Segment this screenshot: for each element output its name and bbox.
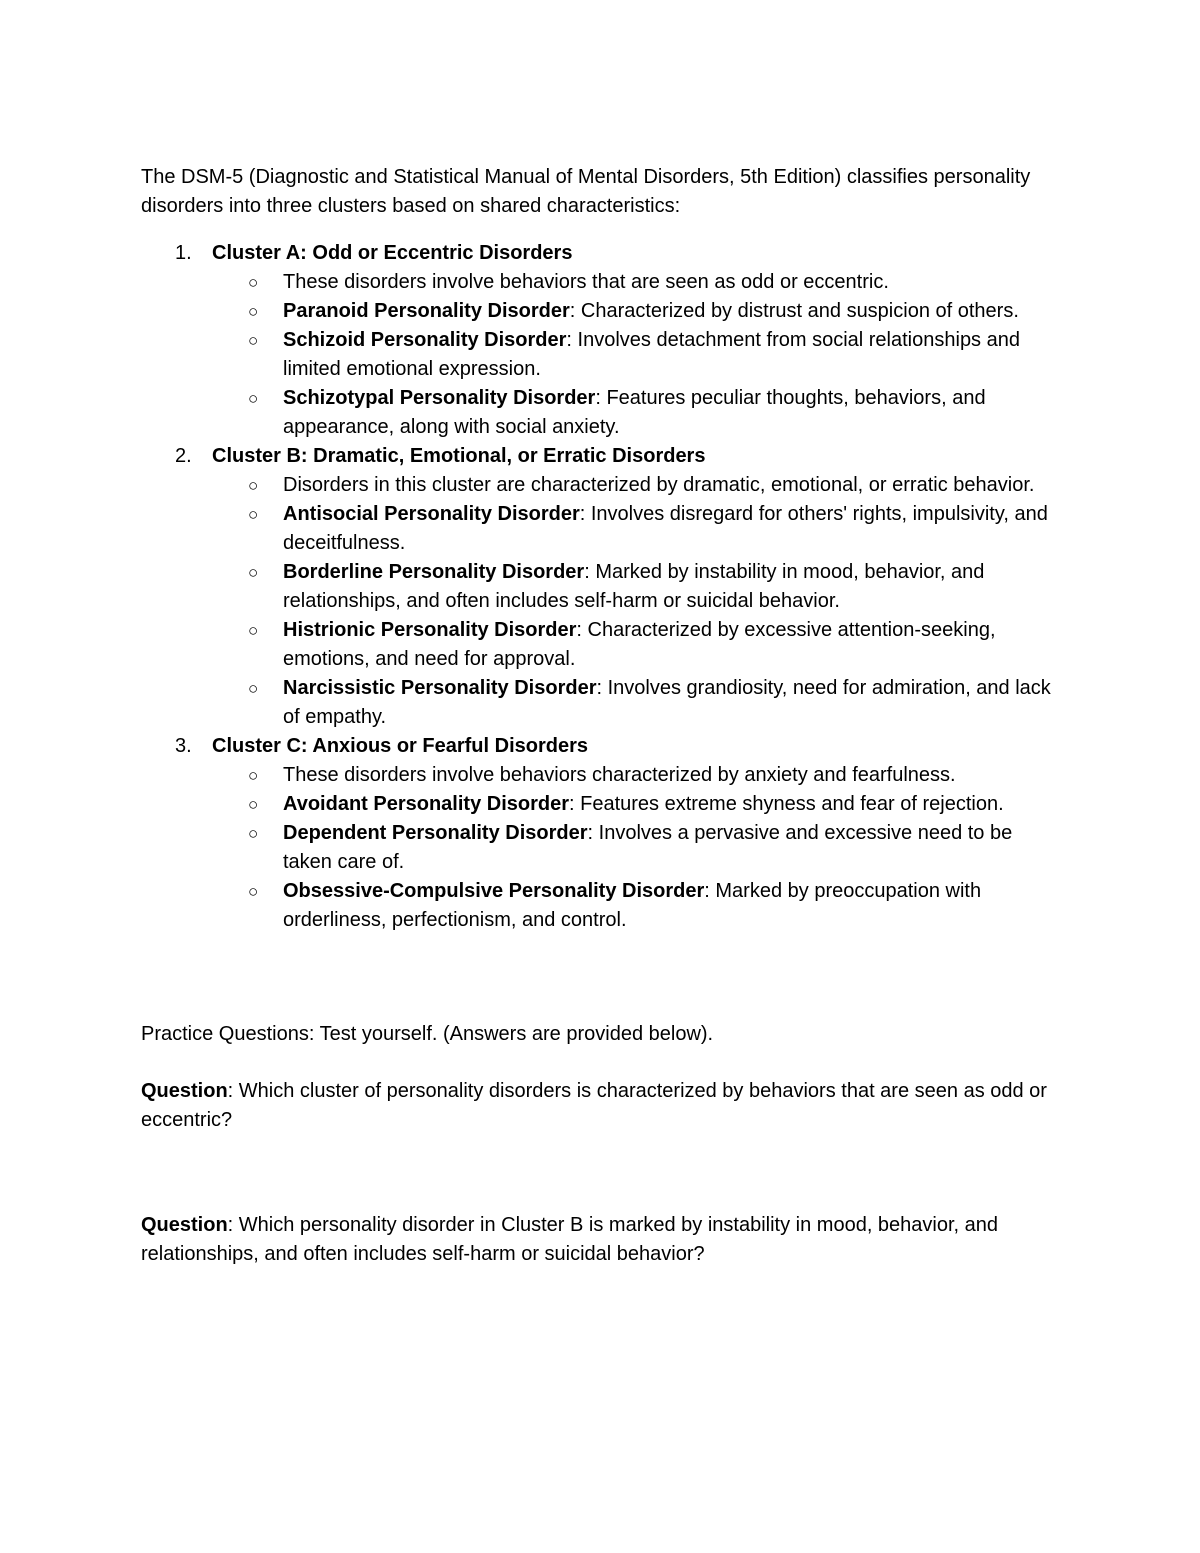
question-1 (141, 1077, 1061, 1135)
circle-bullet-icon: ○ (248, 331, 259, 350)
question-text: : Which personality disorder in Cluster B is marked by instability in mood, behavior, and relationships, and often includes self-harm or suicidal behavior? (141, 1214, 999, 1265)
item-text: : Involves detachment from social relationships and limited emotional expression. (283, 329, 1020, 380)
disorder-list (212, 471, 1061, 732)
list-number: 1. (175, 242, 192, 264)
circle-bullet-icon: ○ (248, 563, 259, 582)
item-text: : Involves a pervasive and excessive need to be taken care of. (283, 822, 1013, 873)
disorder-term: Avoidant Personality Disorder (283, 793, 569, 815)
list-item (141, 297, 1061, 326)
item-text: : Involves grandiosity, need for admiration, and lack of empathy. (283, 677, 1051, 728)
question-text: : Which cluster of personality disorders is characterized by behaviors that are seen as odd or eccentric? (141, 1080, 1047, 1131)
practice-heading: Practice Questions: Test yourself. (Answers are provided below). (141, 1023, 714, 1045)
circle-bullet-icon: ○ (248, 679, 259, 698)
item-text: : Features extreme shyness and fear of rejection. (569, 793, 1004, 815)
list-item (141, 500, 1061, 558)
disorder-term: Schizotypal Personality Disorder (283, 387, 596, 409)
item-text: : Characterized by excessive attention-seeking, emotions, and need for approval. (283, 619, 996, 670)
circle-bullet-icon: ○ (248, 302, 259, 321)
intro-paragraph: The DSM-5 (Diagnostic and Statistical Manual of Mental Disorders, 5th Edition) classifies personality disorders into three clusters based on shared characteristics: (141, 166, 1031, 217)
item-text: : Marked by instability in mood, behavior, and relationships, and often includes self-harm or suicidal behavior. (283, 561, 985, 612)
cluster-item (141, 732, 1061, 935)
disorder-term: Dependent Personality Disorder (283, 822, 588, 844)
circle-bullet-icon: ○ (248, 766, 259, 785)
circle-bullet-icon: ○ (248, 621, 259, 640)
list-item (141, 761, 1061, 790)
cluster-title: Cluster C: Anxious or Fearful Disorders (212, 735, 588, 757)
item-text: : Involves disregard for others' rights, impulsivity, and deceitfulness. (283, 503, 1048, 554)
circle-bullet-icon: ○ (248, 476, 259, 495)
item-text: These disorders involve behaviors that are seen as odd or eccentric. (283, 271, 889, 293)
list-item (141, 790, 1061, 819)
item-text: : Features peculiar thoughts, behaviors, and appearance, along with social anxiety. (283, 387, 986, 438)
circle-bullet-icon: ○ (248, 505, 259, 524)
disorder-term: Paranoid Personality Disorder (283, 300, 570, 322)
list-item (141, 268, 1061, 297)
list-item (141, 674, 1061, 732)
cluster-title: Cluster B: Dramatic, Emotional, or Erratic Disorders (212, 445, 706, 467)
list-item (141, 877, 1061, 935)
question-2 (141, 1211, 1061, 1269)
cluster-item (141, 239, 1061, 442)
cluster-item (141, 442, 1061, 732)
document-body (141, 163, 1061, 1269)
disorder-term: Obsessive-Compulsive Personality Disorder (283, 880, 705, 902)
disorder-term: Schizoid Personality Disorder (283, 329, 567, 351)
disorder-term: Narcissistic Personality Disorder (283, 677, 597, 699)
list-number: 3. (175, 735, 192, 757)
circle-bullet-icon: ○ (248, 882, 259, 901)
circle-bullet-icon: ○ (248, 273, 259, 292)
list-item (141, 471, 1061, 500)
question-label: Question (141, 1214, 228, 1236)
circle-bullet-icon: ○ (248, 795, 259, 814)
list-item (141, 616, 1061, 674)
cluster-list (141, 239, 1061, 935)
item-text: These disorders involve behaviors characterized by anxiety and fearfulness. (283, 764, 956, 786)
list-item (141, 819, 1061, 877)
disorder-term: Histrionic Personality Disorder (283, 619, 577, 641)
list-item (141, 558, 1061, 616)
list-item (141, 384, 1061, 442)
item-text: Disorders in this cluster are characterized by dramatic, emotional, or erratic behavior. (283, 474, 1035, 496)
disorder-list (212, 268, 1061, 442)
list-number: 2. (175, 445, 192, 467)
question-label: Question (141, 1080, 228, 1102)
circle-bullet-icon: ○ (248, 824, 259, 843)
item-text: : Characterized by distrust and suspicion of others. (569, 300, 1019, 322)
list-item (141, 326, 1061, 384)
item-text: : Marked by preoccupation with orderliness, perfectionism, and control. (283, 880, 982, 931)
disorder-term: Antisocial Personality Disorder (283, 503, 580, 525)
disorder-term: Borderline Personality Disorder (283, 561, 585, 583)
cluster-title: Cluster A: Odd or Eccentric Disorders (212, 242, 573, 264)
disorder-list (212, 761, 1061, 935)
circle-bullet-icon: ○ (248, 389, 259, 408)
